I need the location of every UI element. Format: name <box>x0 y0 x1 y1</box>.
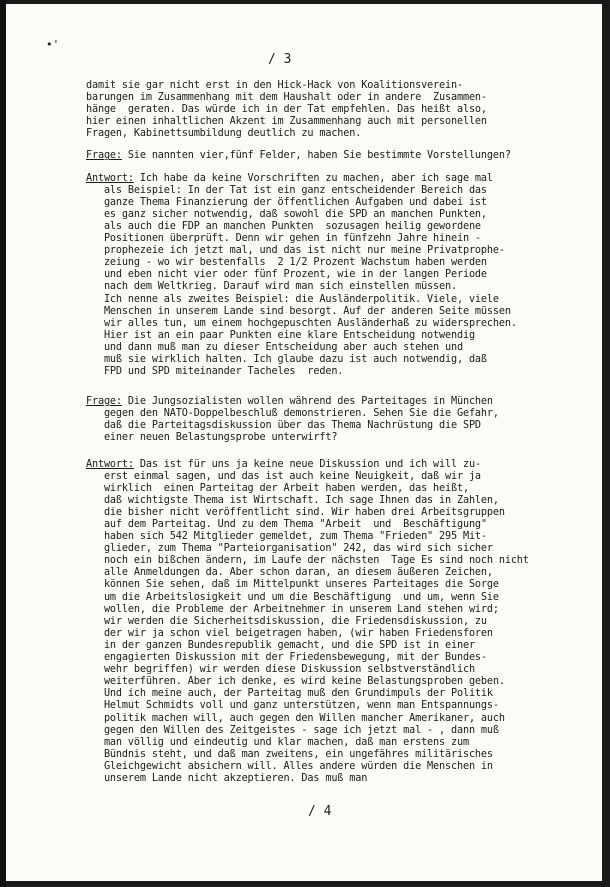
text-line: und eben nicht vier oder fünf Prozent, wie in der langen Periode <box>86 269 487 281</box>
question-label: Frage: <box>86 396 122 408</box>
answer-2 <box>86 459 592 786</box>
text-line: weiterführen. Aber ich denke, es wird keine Belastungsproben geben. <box>86 676 505 688</box>
text-line: noch ein bißchen ändern, im Laufe der nächsten Tage Es sind noch nicht <box>86 555 529 567</box>
answer-1 <box>86 173 592 379</box>
page-number-bottom: / 4 <box>308 804 332 819</box>
text-line: unserem Lande nicht akzeptieren. Das muß man <box>86 772 368 784</box>
text-line: als auch die FDP an manchen Punkten sozusagen heilig gewordene <box>86 220 481 232</box>
text-line: wirklich einen Parteitag der Arbeit haben werden, das heißt, <box>86 482 469 494</box>
text-line: Gleichgewicht absichern will. Alles andere würden die Menschen in <box>86 760 493 772</box>
answer-text: Ich habe da keine Vorschriften zu machen, aber ich sage mal <box>133 172 493 184</box>
answer-text: Das ist für uns ja keine neue Diskussion und ich will zu- <box>133 458 481 470</box>
text-line: erst einmal sagen, und das ist auch keine Neuigkeit, daß wir ja <box>86 470 481 482</box>
document-body <box>86 80 592 785</box>
text-line: daß wichtigste Thema ist Wirtschaft. Ich sage Ihnen das in Zahlen, <box>86 494 499 506</box>
question-label: Frage: <box>86 150 122 162</box>
question-2 <box>86 396 592 444</box>
text-line: daß die Parteitagsdiskussion über das Thema Nachrüstung die SPD <box>86 420 481 432</box>
text-line: gegen den Willen des Zeitgeistes - sage ich jetzt mal - , dann muß <box>86 724 499 736</box>
answer-label: Antwort: <box>86 172 134 184</box>
text-line: auf dem Parteitag. Und zu dem Thema "Arbeit und Beschäftigung" <box>86 519 487 530</box>
text-line: Menschen in unserem Lande sind besorgt. Auf der anderen Seite müssen <box>86 305 511 317</box>
text-line: haben sich 542 Mitglieder gemeldet, zum Thema "Frieden" 295 Mit- <box>86 531 487 543</box>
text-line: hier einen inhaltlichen Akzent im Zusammenhang auch mit personellen <box>86 116 487 128</box>
text-line: die bisher nicht veröffentlicht sind. Wir haben drei Arbeitsgruppen <box>86 506 505 518</box>
text-line: wollen, die Probleme der Arbeitnehmer in unserem Land stehen wird; <box>86 603 499 615</box>
intro-paragraph <box>86 80 592 140</box>
text-line <box>86 459 592 471</box>
text-line <box>86 396 592 408</box>
page-number-top: / 3 <box>268 52 292 67</box>
text-line: muß sie wirklich halten. Ich glaube dazu ist auch notwendig, daß <box>86 353 487 365</box>
text-line: damit sie gar nicht erst in den Hick-Hack von Koalitionsverein- <box>86 80 463 91</box>
text-line <box>86 173 592 185</box>
text-line: in der ganzen Bundesrepublik gemacht, und die SPD ist in einer <box>86 639 475 651</box>
text-line: politik machen will, auch gegen den Willen mancher Amerikaner, auch <box>86 712 505 724</box>
text-line: Bündnis steht, und daß man zweitens, ein ungefähres militärisches <box>86 748 493 760</box>
text-line: hänge geraten. Das würde ich in der Tat empfehlen. Das heißt also, <box>86 104 487 116</box>
text-line: Helmut Schmidts voll und ganz unterstützen, wenn man Entspannungs- <box>86 700 499 712</box>
text-line: der wir ja schon viel beigetragen haben, (wir haben Friedensforen <box>86 627 493 639</box>
text-line: um die Arbeitslosigkeit und um die Beschäftigung und um, wenn Sie <box>86 591 499 603</box>
text-line: wir alles tun, um einem hochgepuschten Ausländerhaß zu widersprechen. <box>86 317 517 329</box>
question-text: Die Jungsozialisten wollen während des Parteitages in München <box>121 396 493 408</box>
question-text: Sie nannten vier,fünf Felder, haben Sie bestimmte Vorstellungen? <box>121 150 511 162</box>
text-line: barungen im Zusammenhang mit dem Haushalt oder in andere Zusammen- <box>86 92 487 104</box>
text-line: zeiung - wo wir bestenfalls 2 1/2 Prozent Wachstum haben werden <box>86 257 487 269</box>
text-line: prophezeie ich jetzt mal, und das ist nicht nur meine Privatprophe- <box>86 245 505 257</box>
text-line: Hier ist an ein paar Punkten eine klare Entscheidung notwendig <box>86 329 475 341</box>
text-line: und dann muß man zu dieser Entscheidung aber auch stehen und <box>86 341 463 353</box>
document-page <box>6 4 602 881</box>
text-line: wehr begriffen) wir werden diese Diskussion selbstverständlich <box>86 664 475 676</box>
scan-mark: •' <box>46 38 60 51</box>
text-line: wir werden die Sicherheitsdiskussion, die Friedensdiskussion, zu <box>86 615 487 627</box>
text-line: glieder, zum Thema "Parteiorganisation" 242, das wird sich sicher <box>86 543 493 555</box>
answer-label: Antwort: <box>86 458 134 470</box>
text-line: ganze Thema Finanzierung der öffentlichen Aufgaben und dabei ist <box>86 196 487 208</box>
text-line: man völlig und eindeutig und klar machen, daß man erstens zum <box>86 736 469 748</box>
text-line: nach dem Weltkrieg. Darauf wird man sich einstellen müssen. <box>86 281 457 293</box>
text-line <box>86 150 592 162</box>
text-line: gegen den NATO-Doppelbeschluß demonstrieren. Sehen Sie die Gefahr, <box>86 408 499 420</box>
text-line: Ich nenne als zweites Beispiel: die Ausländerpolitik. Viele, viele <box>86 293 499 305</box>
text-line: es ganz sicher notwendig, daß sowohl die SPD an manchen Punkten, <box>86 208 487 220</box>
text-line: können Sie sehen, daß im Mittelpunkt unseres Parteitages die Sorge <box>86 579 499 591</box>
text-line: Und ich meine auch, der Parteitag muß den Grundimpuls der Politik <box>86 688 493 700</box>
question-1 <box>86 150 592 162</box>
text-line: Positionen überprüft. Denn wir gehen in fünfzehn Jahre hinein - <box>86 233 481 245</box>
text-line: alle Anmeldungen da. Aber schon daran, an diesem äußeren Zeichen, <box>86 567 493 579</box>
text-line: Fragen, Kabinettsumbildung deutlich zu machen. <box>86 128 362 140</box>
text-line: engagierten Diskussion mit der Friedensbewegung, mit der Bundes- <box>86 652 487 664</box>
text-line: einer neuen Belastungsprobe unterwirft? <box>86 432 338 444</box>
text-line: als Beispiel: In der Tat ist ein ganz entscheidender Bereich das <box>86 184 487 196</box>
text-line: FPD und SPD miteinander Tacheles reden. <box>86 366 344 378</box>
